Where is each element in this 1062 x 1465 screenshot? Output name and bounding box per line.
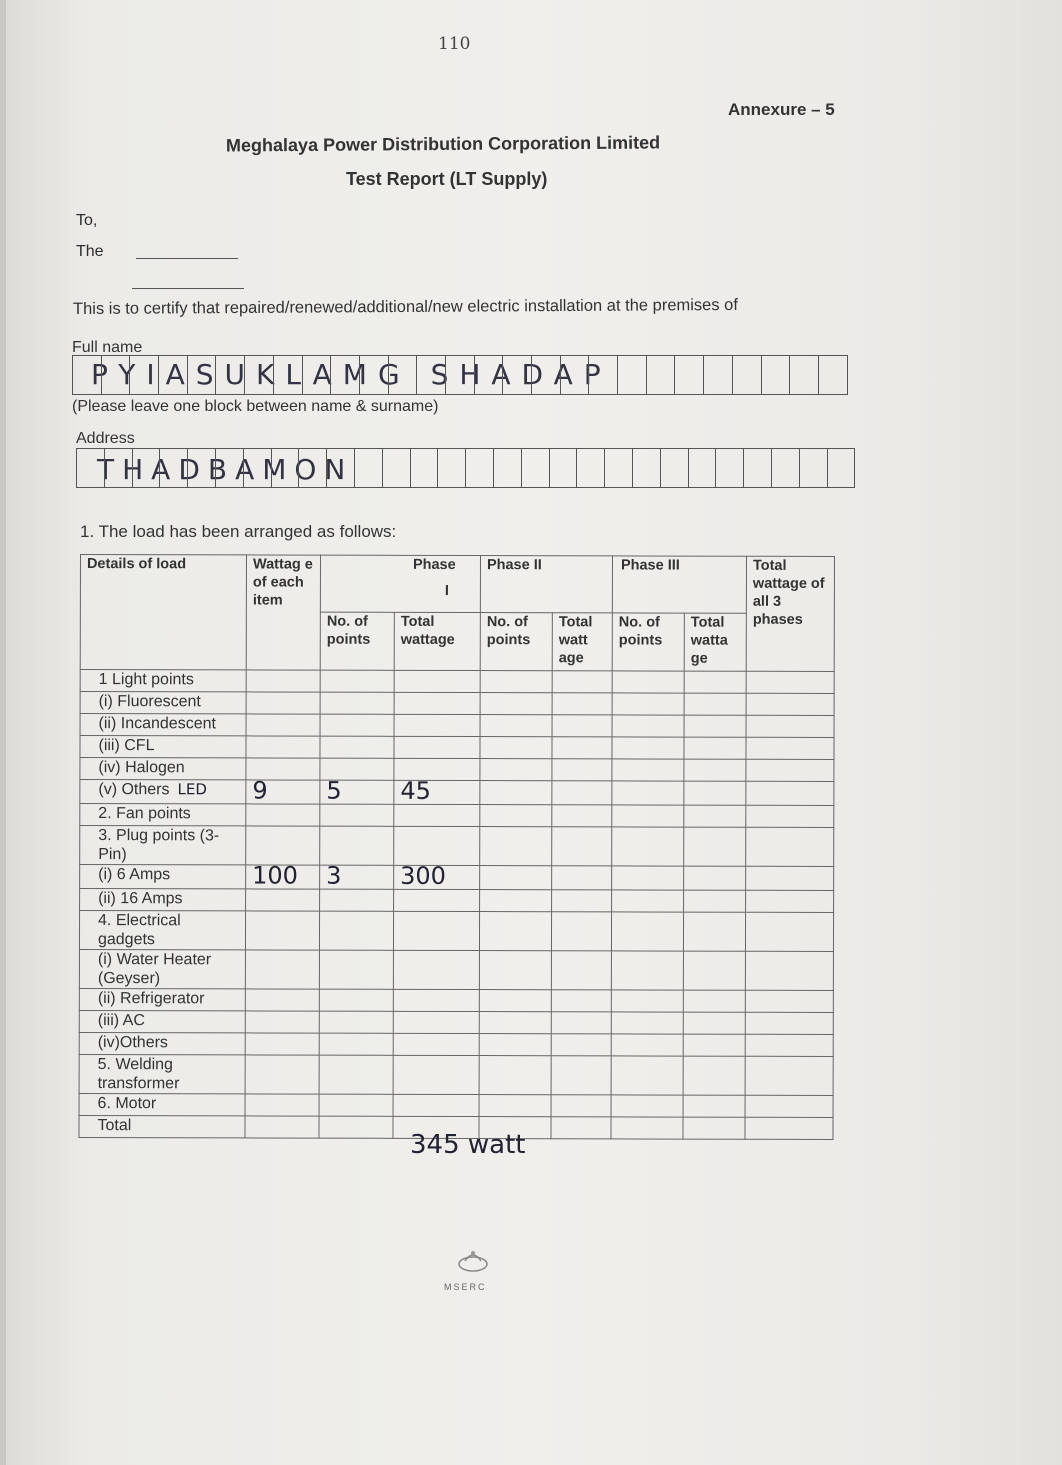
cell-empty[interactable] xyxy=(611,951,683,990)
cell-empty[interactable] xyxy=(611,1012,683,1034)
cell-empty[interactable] xyxy=(746,890,834,912)
char-box[interactable] xyxy=(446,356,475,394)
char-box[interactable] xyxy=(772,449,800,487)
cell-points[interactable] xyxy=(320,736,394,758)
cell-empty[interactable] xyxy=(611,912,683,951)
cell-points[interactable] xyxy=(319,911,393,950)
char-box[interactable] xyxy=(605,449,633,487)
phase1-label: Phase xyxy=(412,556,456,573)
char-box[interactable] xyxy=(360,356,389,394)
char-box[interactable] xyxy=(532,356,561,394)
row-label xyxy=(79,1054,245,1093)
char-box[interactable] xyxy=(355,449,383,487)
cell-empty[interactable] xyxy=(683,951,745,990)
cell-empty[interactable] xyxy=(746,781,834,805)
cell-empty[interactable] xyxy=(745,1117,833,1139)
header-points-2: No. of points xyxy=(480,613,552,671)
cell-total[interactable] xyxy=(394,736,480,758)
cell-wattage[interactable] xyxy=(245,911,319,950)
address-label: Address xyxy=(76,430,135,447)
char-box[interactable] xyxy=(762,356,791,394)
row-label xyxy=(80,804,246,826)
cell-empty[interactable] xyxy=(745,1056,833,1095)
cell-empty[interactable] xyxy=(551,1056,611,1095)
cell-empty[interactable] xyxy=(611,1056,683,1095)
header-total-1: Total wattage xyxy=(394,612,480,670)
table-row xyxy=(80,889,834,913)
cell-points[interactable] xyxy=(319,1011,393,1033)
char-box[interactable] xyxy=(244,449,272,487)
cell-wattage[interactable] xyxy=(245,1011,319,1033)
header-phase2: Phase II xyxy=(480,556,612,613)
cell-points[interactable] xyxy=(320,692,394,714)
row-label xyxy=(79,1093,245,1115)
row-label xyxy=(80,758,246,780)
cell-empty[interactable] xyxy=(552,781,612,805)
cell-wattage[interactable] xyxy=(246,692,320,714)
row-label xyxy=(79,1115,245,1137)
table-row xyxy=(80,826,834,867)
cell-points[interactable] xyxy=(319,989,393,1011)
row-label-text: (iii) CFL xyxy=(98,737,155,755)
row-label xyxy=(80,692,246,714)
row-label xyxy=(80,865,246,889)
cell-wattage[interactable] xyxy=(245,989,319,1011)
char-box[interactable] xyxy=(475,356,504,394)
char-box[interactable] xyxy=(704,356,733,394)
char-box[interactable] xyxy=(331,356,360,394)
char-box[interactable] xyxy=(102,356,131,394)
cell-empty[interactable] xyxy=(745,912,833,951)
char-box[interactable] xyxy=(188,449,216,487)
char-box[interactable] xyxy=(159,356,188,394)
row-label-text: 5. Welding transformer xyxy=(97,1056,180,1093)
cell-empty[interactable] xyxy=(746,827,834,866)
load-heading: 1. The load has been arranged as follows: xyxy=(80,522,397,541)
cell-points[interactable] xyxy=(320,670,394,692)
cell-empty[interactable] xyxy=(612,715,684,737)
row-label xyxy=(79,1010,245,1032)
header-wattage: Wattag e of each item xyxy=(246,555,320,670)
char-box[interactable] xyxy=(245,356,274,394)
addressee-line-2[interactable] xyxy=(132,288,244,289)
char-box[interactable] xyxy=(105,449,133,487)
cell-total[interactable] xyxy=(393,1055,479,1094)
row-label-text: 2. Fan points xyxy=(98,805,191,823)
cell-empty[interactable] xyxy=(611,1117,683,1139)
cell-total[interactable] xyxy=(393,1094,479,1116)
char-box[interactable] xyxy=(647,356,676,394)
cell-empty[interactable] xyxy=(552,737,612,759)
cell-empty[interactable] xyxy=(480,693,552,715)
cell-empty[interactable] xyxy=(479,1056,551,1095)
cell-total[interactable] xyxy=(394,889,480,911)
row-label-text: (ii) 16 Amps xyxy=(98,890,183,908)
cell-empty[interactable] xyxy=(746,805,834,827)
char-box[interactable] xyxy=(819,356,848,394)
handwritten-points: 3 xyxy=(326,861,342,890)
cell-empty[interactable] xyxy=(480,890,552,912)
row-label-text: Total xyxy=(97,1117,132,1135)
cell-points[interactable] xyxy=(319,1055,393,1094)
char-box[interactable] xyxy=(561,356,590,394)
cell-empty[interactable] xyxy=(552,866,612,890)
table-row xyxy=(80,714,834,738)
char-box[interactable] xyxy=(438,449,466,487)
cell-empty[interactable] xyxy=(612,693,684,715)
char-box[interactable] xyxy=(274,356,303,394)
handwritten-total: 300 xyxy=(400,861,447,890)
char-box[interactable] xyxy=(188,356,217,394)
cell-wattage[interactable] xyxy=(246,714,320,736)
cell-total[interactable] xyxy=(393,950,479,989)
cell-empty[interactable] xyxy=(552,759,612,781)
cell-empty[interactable] xyxy=(479,951,551,990)
cell-total[interactable] xyxy=(394,692,480,714)
row-label-text: (iii) AC xyxy=(97,1012,145,1030)
row-label-text: (i) Fluorescent xyxy=(98,693,201,711)
cell-total[interactable] xyxy=(394,776,480,805)
cell-empty[interactable] xyxy=(683,1117,745,1139)
cell-empty[interactable] xyxy=(480,737,552,759)
cell-empty[interactable] xyxy=(552,671,612,693)
cell-empty[interactable] xyxy=(612,827,684,866)
row-label xyxy=(80,736,246,758)
cell-empty[interactable] xyxy=(746,759,834,781)
cell-empty[interactable] xyxy=(479,990,551,1012)
cell-empty[interactable] xyxy=(683,1056,745,1095)
cell-empty[interactable] xyxy=(551,951,611,990)
char-box[interactable] xyxy=(160,449,188,487)
row-label-text: (iv) Halogen xyxy=(98,759,185,777)
cell-empty[interactable] xyxy=(480,866,552,890)
cell-empty[interactable] xyxy=(746,715,834,737)
annexure-label: Annexure – 5 xyxy=(728,100,835,119)
row-label-text: (i) Water Heater (Geyser) xyxy=(97,951,212,988)
table-row xyxy=(79,1054,833,1095)
cell-wattage[interactable] xyxy=(246,736,320,758)
name-instruction: (Please leave one block between name & surname) xyxy=(72,398,439,415)
char-box[interactable] xyxy=(675,356,704,394)
cell-wattage[interactable] xyxy=(246,776,320,805)
header-phase3: Phase III xyxy=(612,556,746,613)
table-row xyxy=(80,692,834,716)
cell-points[interactable] xyxy=(320,861,394,890)
char-box[interactable] xyxy=(790,356,819,394)
cell-empty[interactable] xyxy=(684,671,746,693)
cell-total[interactable] xyxy=(394,861,480,890)
mserc-stamp-text: MSERC xyxy=(444,1282,487,1292)
cell-empty[interactable] xyxy=(684,715,746,737)
char-box[interactable] xyxy=(133,449,161,487)
header-total-2: Total watt age xyxy=(552,613,612,671)
cell-empty[interactable] xyxy=(551,1117,611,1139)
cell-empty[interactable] xyxy=(480,805,552,827)
row-label-text: (i) 6 Amps xyxy=(98,866,171,884)
char-box[interactable] xyxy=(744,449,772,487)
char-box[interactable] xyxy=(272,449,300,487)
char-box[interactable] xyxy=(828,449,856,487)
char-box[interactable] xyxy=(216,356,245,394)
cell-empty[interactable] xyxy=(684,890,746,912)
cell-empty[interactable] xyxy=(551,912,611,951)
cell-empty[interactable] xyxy=(479,1012,551,1034)
cell-empty[interactable] xyxy=(611,1034,683,1056)
row-label xyxy=(79,911,245,950)
row-label xyxy=(80,714,246,736)
organization-name: Meghalaya Power Distribution Corporation Limited xyxy=(225,132,661,156)
full-name-value: PYIASUKLAMG SHADAP xyxy=(91,358,612,391)
handwritten-wattage: 100 xyxy=(252,861,299,890)
char-box[interactable] xyxy=(800,449,828,487)
certify-statement: This is to certify that repaired/renewed/additional/new electric installation at the premises of xyxy=(72,295,738,318)
char-box[interactable] xyxy=(577,449,605,487)
cell-total[interactable] xyxy=(393,1011,479,1033)
cell-points[interactable] xyxy=(320,826,394,865)
cell-empty[interactable] xyxy=(684,781,746,805)
table-row xyxy=(80,804,834,828)
char-box[interactable] xyxy=(661,449,689,487)
cell-total[interactable] xyxy=(393,911,479,950)
table-row xyxy=(80,670,834,694)
cell-wattage[interactable] xyxy=(245,950,319,989)
cell-empty[interactable] xyxy=(612,759,684,781)
row-label xyxy=(80,780,246,804)
cell-points[interactable] xyxy=(320,889,394,911)
cell-empty[interactable] xyxy=(552,715,612,737)
cell-empty[interactable] xyxy=(683,990,745,1012)
table-row xyxy=(79,1010,833,1034)
table-row xyxy=(80,758,834,782)
cell-empty[interactable] xyxy=(612,737,684,759)
handwritten-points: 5 xyxy=(326,776,342,805)
table-row xyxy=(79,949,833,990)
row-label xyxy=(79,1032,245,1054)
char-box[interactable] xyxy=(389,356,418,394)
cell-empty[interactable] xyxy=(552,805,612,827)
char-box[interactable] xyxy=(417,356,446,394)
row-label-text: (iv)Others xyxy=(97,1034,168,1052)
char-box[interactable] xyxy=(494,449,522,487)
cell-points[interactable] xyxy=(319,1033,393,1055)
cell-empty[interactable] xyxy=(480,715,552,737)
header-total-3: Total watta ge xyxy=(684,613,746,671)
table-row xyxy=(79,988,833,1012)
grand-total-handwritten: 345 watt xyxy=(410,1130,526,1160)
char-box[interactable] xyxy=(73,356,102,394)
cell-total[interactable] xyxy=(394,804,480,826)
cell-empty[interactable] xyxy=(683,912,745,951)
char-box[interactable] xyxy=(130,356,159,394)
header-details: Details of load xyxy=(80,555,246,670)
cell-empty[interactable] xyxy=(479,1034,551,1056)
cell-empty[interactable] xyxy=(684,827,746,866)
char-box[interactable] xyxy=(618,356,647,394)
table-row xyxy=(80,736,834,760)
cell-empty[interactable] xyxy=(551,1012,611,1034)
char-box[interactable] xyxy=(327,449,355,487)
table-row xyxy=(79,911,833,952)
cell-empty[interactable] xyxy=(480,759,552,781)
to-label: To, xyxy=(76,212,98,229)
row-label-text: (v) Others xyxy=(98,781,170,799)
cell-points[interactable] xyxy=(319,950,393,989)
cell-total[interactable] xyxy=(394,714,480,736)
cell-empty[interactable] xyxy=(479,912,551,951)
cell-empty[interactable] xyxy=(684,737,746,759)
cell-wattage[interactable] xyxy=(246,670,320,692)
row-label xyxy=(80,889,246,911)
cell-total[interactable] xyxy=(393,1033,479,1055)
cell-empty[interactable] xyxy=(611,1095,683,1117)
row-label xyxy=(79,949,245,988)
mserc-logo-icon xyxy=(455,1245,491,1275)
phase1-numeral: I xyxy=(444,582,449,599)
cell-empty[interactable] xyxy=(612,866,684,890)
cell-empty[interactable] xyxy=(612,781,684,805)
row-label-text: 6. Motor xyxy=(97,1095,157,1113)
cell-wattage[interactable] xyxy=(245,1116,319,1138)
cell-empty[interactable] xyxy=(551,990,611,1012)
header-total-all: Total wattage of all 3 phases xyxy=(746,556,834,671)
char-box[interactable] xyxy=(216,449,244,487)
row-label xyxy=(80,826,246,865)
cell-empty[interactable] xyxy=(684,866,746,890)
row-label xyxy=(79,988,245,1010)
char-box[interactable] xyxy=(689,449,717,487)
cell-empty[interactable] xyxy=(746,866,834,890)
report-title: Test Report (LT Supply) xyxy=(346,169,548,189)
char-box[interactable] xyxy=(303,356,332,394)
row-label-text: 4. Electrical gadgets xyxy=(97,912,181,949)
cell-wattage[interactable] xyxy=(246,861,320,890)
page-number: 110 xyxy=(438,34,471,54)
cell-points[interactable] xyxy=(320,776,394,805)
cell-points[interactable] xyxy=(320,714,394,736)
cell-total[interactable] xyxy=(394,670,480,692)
cell-empty[interactable] xyxy=(612,890,684,912)
row-label-text: (ii) Refrigerator xyxy=(97,990,205,1008)
row-label-text: (ii) Incandescent xyxy=(98,715,216,733)
cell-empty[interactable] xyxy=(551,1034,611,1056)
table-row xyxy=(80,780,834,806)
cell-wattage[interactable] xyxy=(246,826,320,865)
char-box[interactable] xyxy=(522,449,550,487)
table-row xyxy=(79,1093,833,1117)
cell-empty[interactable] xyxy=(745,1012,833,1034)
char-box[interactable] xyxy=(411,449,439,487)
cell-total[interactable] xyxy=(393,989,479,1011)
cell-wattage[interactable] xyxy=(245,1094,319,1116)
full-name-label: Full name xyxy=(72,339,143,356)
cell-empty[interactable] xyxy=(551,1095,611,1117)
row-note-handwritten: LED xyxy=(177,780,207,799)
cell-empty[interactable] xyxy=(612,805,684,827)
cell-empty[interactable] xyxy=(611,990,683,1012)
char-box[interactable] xyxy=(466,449,494,487)
handwritten-total: 45 xyxy=(400,776,431,805)
load-table xyxy=(78,554,835,1140)
row-label-text: 3. Plug points (3-Pin) xyxy=(98,827,220,864)
cell-empty[interactable] xyxy=(612,671,684,693)
cell-empty[interactable] xyxy=(684,693,746,715)
cell-wattage[interactable] xyxy=(246,889,320,911)
char-box[interactable] xyxy=(550,449,578,487)
cell-empty[interactable] xyxy=(745,951,833,990)
cell-points[interactable] xyxy=(319,1116,393,1138)
char-box[interactable] xyxy=(77,449,105,487)
cell-empty[interactable] xyxy=(684,805,746,827)
cell-empty[interactable] xyxy=(745,1034,833,1056)
cell-empty[interactable] xyxy=(480,827,552,866)
cell-total[interactable] xyxy=(394,826,480,865)
cell-wattage[interactable] xyxy=(246,804,320,826)
char-box[interactable] xyxy=(589,356,618,394)
cell-points[interactable] xyxy=(320,804,394,826)
cell-wattage[interactable] xyxy=(245,1033,319,1055)
cell-empty[interactable] xyxy=(552,827,612,866)
cell-empty[interactable] xyxy=(745,1095,833,1117)
cell-empty[interactable] xyxy=(552,693,612,715)
cell-empty[interactable] xyxy=(552,890,612,912)
table-row xyxy=(80,865,834,891)
cell-empty[interactable] xyxy=(745,990,833,1012)
cell-empty[interactable] xyxy=(480,781,552,805)
full-name-field[interactable] xyxy=(72,355,848,395)
char-box[interactable] xyxy=(383,449,411,487)
cell-empty[interactable] xyxy=(746,671,834,693)
the-label: The xyxy=(76,243,104,260)
char-box[interactable] xyxy=(503,356,532,394)
cell-wattage[interactable] xyxy=(245,1055,319,1094)
char-box[interactable] xyxy=(716,449,744,487)
table-row xyxy=(79,1032,833,1056)
addressee-line-1[interactable] xyxy=(136,258,238,259)
cell-empty[interactable] xyxy=(684,759,746,781)
cell-empty[interactable] xyxy=(746,693,834,715)
cell-empty[interactable] xyxy=(683,1095,745,1117)
cell-empty[interactable] xyxy=(480,671,552,693)
cell-empty[interactable] xyxy=(746,737,834,759)
cell-empty[interactable] xyxy=(683,1034,745,1056)
address-field[interactable] xyxy=(76,448,855,488)
cell-empty[interactable] xyxy=(683,1012,745,1034)
header-phase1 xyxy=(320,555,480,612)
cell-points[interactable] xyxy=(319,1094,393,1116)
row-label-text: 1 Light points xyxy=(98,671,194,689)
char-box[interactable] xyxy=(733,356,762,394)
char-box[interactable] xyxy=(633,449,661,487)
char-box[interactable] xyxy=(299,449,327,487)
address-value: THADBAMON xyxy=(97,453,354,486)
header-points-3: No. of points xyxy=(612,613,684,671)
header-points-1: No. of points xyxy=(320,612,394,670)
row-label xyxy=(80,670,246,692)
handwritten-wattage: 9 xyxy=(252,776,268,805)
cell-empty[interactable] xyxy=(479,1095,551,1117)
